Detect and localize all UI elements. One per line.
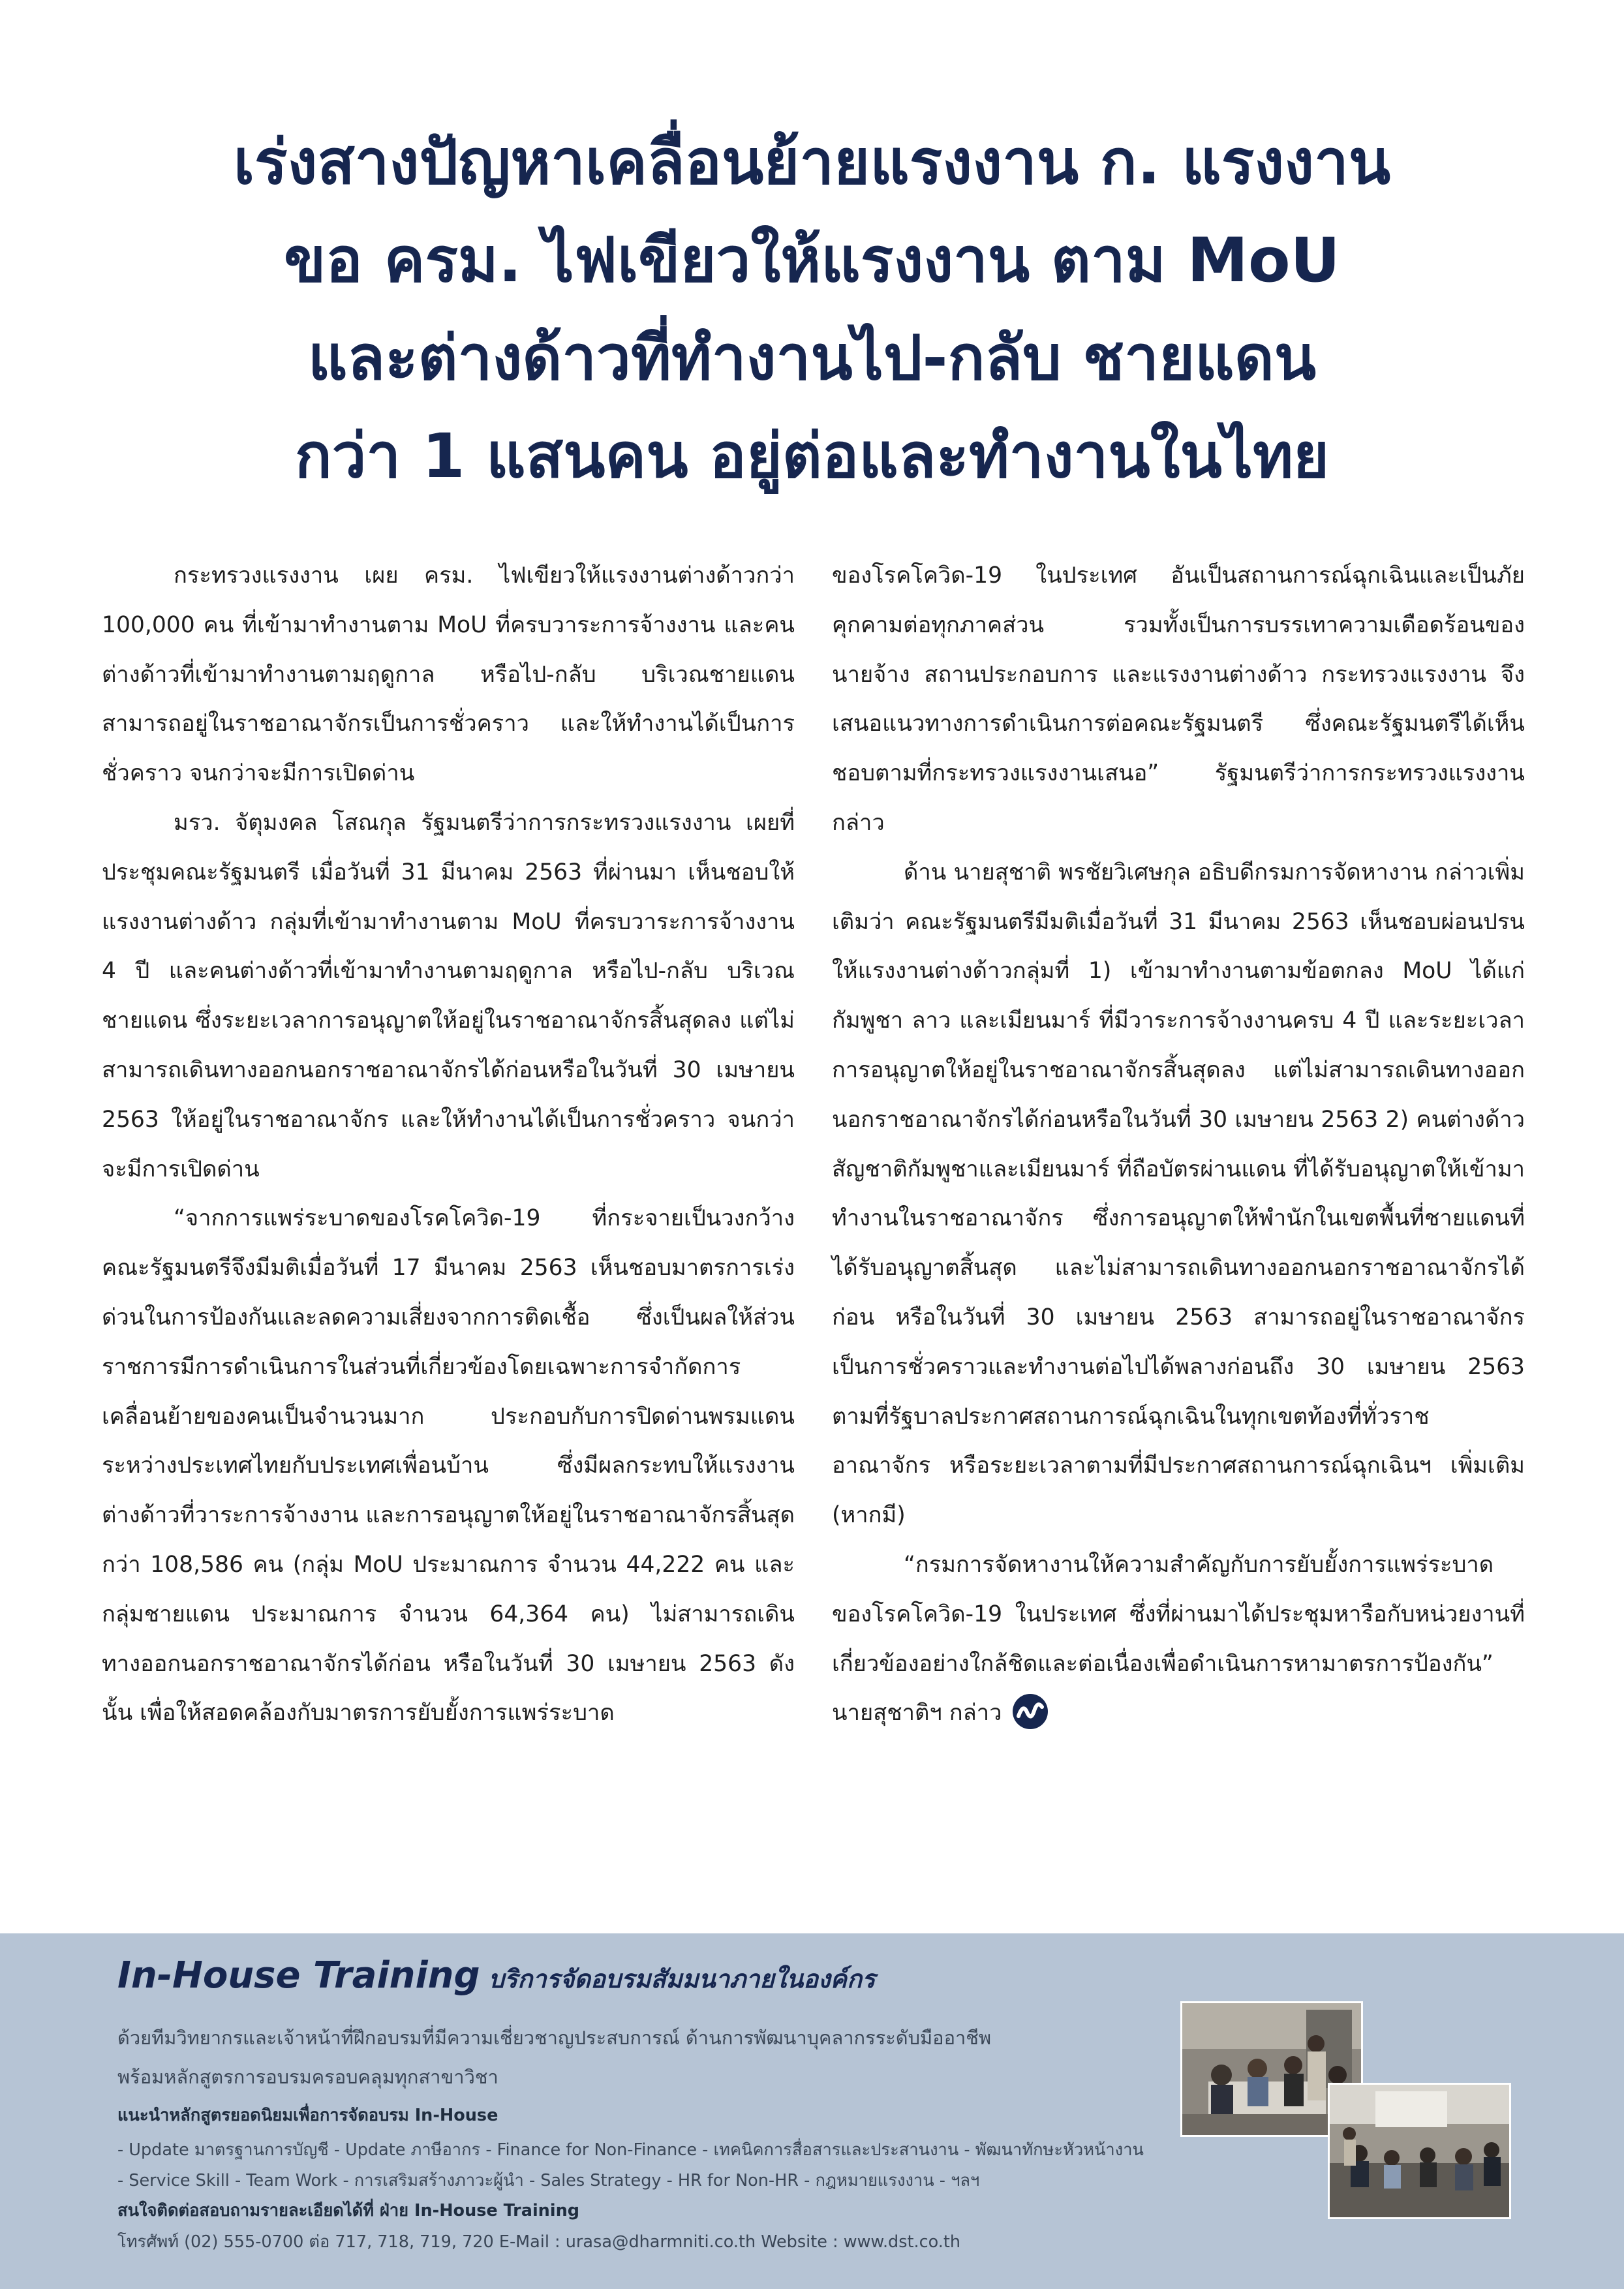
- article-paragraph: [832, 1541, 1525, 1738]
- promo-recommend-heading: แนะนำหลักสูตรยอดนิยมเพื่อการจัดอบรม In-House: [117, 2106, 498, 2125]
- promo-brand-subtitle: บริการจัดอบรมสัมมนาภายในองค์กร: [488, 1965, 876, 1993]
- headline-line: กว่า 1 แสนคน อยู่ต่อและทำงานในไทย: [294, 421, 1330, 492]
- training-photo: [1328, 2083, 1511, 2219]
- article-paragraph: กระทรวงแรงงาน เผย ครม. ไฟเขียวให้แรงงานต่างด้าวกว่า 100,000 คน ที่เข้ามาทำงานตาม MoU ที่ครบวาระการจ้างงาน และคนต่างด้าวที่เข้ามาทำงานตามฤดูกาล หรือไป-กลับ บริเวณชายแดน สามารถอยู่ในราชอาณาจักรเป็นการชั่วคราว และให้ทำงานได้เป็นการชั่วคราว จนกว่าจะมีการเปิดด่าน: [102, 562, 795, 787]
- headline-line: เร่งสางปัญหาเคลื่อนย้ายแรงงาน ก. แรงงาน: [233, 127, 1391, 198]
- headline: [78, 114, 1546, 506]
- article-column-right: [832, 551, 1525, 1738]
- article-paragraph: “จากการแพร่ระบาดของโรคโควิด-19 ที่กระจายเป็นวงกว้าง คณะรัฐมนตรีจึงมีมติเมื่อวันที่ 17 มีนาคม 2563 เห็นชอบมาตรการเร่งด่วนในการป้องกันและลดความเสี่ยงจากการติดเชื้อ ซึ่งเป็นผลให้ส่วนราชการมีการดำเนินการในส่วนที่เกี่ยวข้องโดยเฉพาะการจำกัดการเคลื่อนย้ายของคนเป็นจำนวนมาก ประกอบกับการปิดด่านพรมแดนระหว่างประเทศไทยกับประเทศเพื่อนบ้าน ซึ่งมีผลกระทบให้แรงงานต่างด้าวที่วาระการจ้างงาน และการอนุญาตให้อยู่ในราชอาณาจักรสิ้นสุด กว่า 108,586 คน (กลุ่ม MoU ประมาณการ จำนวน 44,222 คน และกลุ่มชายแดน ประมาณการ จำนวน 64,364 คน) ไม่สามารถเดินทางออกนอกราชอาณาจักรได้ก่อน หรือในวันที่ 30 เมษายน 2563 ดังนั้น เพื่อให้สอดคล้องกับมาตรการยับยั้งการแพร่ระบาด: [102, 1205, 795, 1727]
- promo-course-list: - Update มาตรฐานการบัญชี - Update ภาษีอากร - Finance for Non-Finance - เทคนิคการสื่อสารและประสานงาน - พัฒนาทักษะหัวหน้างาน: [117, 2140, 1144, 2160]
- promo-description: พร้อมหลักสูตรการอบรมครอบคลุมทุกสาขาวิชา: [117, 2066, 498, 2088]
- article-column-left: [102, 551, 795, 1738]
- article-paragraph-continued: ของโรคโควิด-19 ในประเทศ อันเป็นสถานการณ์ฉุกเฉินและเป็นภัยคุกคามต่อทุกภาคส่วน รวมทั้งเป็นการบรรเทาความเดือดร้อนของนายจ้าง สถานประกอบการ และแรงงานต่างด้าว กระทรวงแรงงาน จึงเสนอแนวทางการดำเนินการต่อคณะรัฐมนตรี ซึ่งคณะรัฐมนตรีได้เห็นชอบตามที่กระทรวงแรงงานเสนอ” รัฐมนตรีว่าการกระทรวงแรงงาน กล่าว: [832, 562, 1525, 836]
- article-paragraph: ด้าน นายสุชาติ พรชัยวิเศษกุล อธิบดีกรมการจัดหางาน กล่าวเพิ่มเติมว่า คณะรัฐมนตรีมีมติเมื่อวันที่ 31 มีนาคม 2563 เห็นชอบผ่อนปรนให้แรงงานต่างด้าวกลุ่มที่ 1) เข้ามาทำงานตามข้อตกลง MoU ได้แก่ กัมพูชา ลาว และเมียนมาร์ ที่มีวาระการจ้างงานครบ 4 ปี และระยะเวลาการอนุญาตให้อยู่ในราชอาณาจักรสิ้นสุดลง แต่ไม่สามารถเดินทางออกนอกราชอาณาจักรได้ก่อนหรือในวันที่ 30 เมษายน 2563 2) คนต่างด้าวสัญชาติกัมพูชาและเมียนมาร์ ที่ถือบัตรผ่านแดน ที่ได้รับอนุญาตให้เข้ามาทำงานในราชอาณาจักร ซึ่งการอนุญาตให้พำนักในเขตพื้นที่ชายแดนที่ได้รับอนุญาตสิ้นสุด และไม่สามารถเดินทางออกนอกราชอาณาจักรได้ก่อน หรือในวันที่ 30 เมษายน 2563 สามารถอยู่ในราชอาณาจักรเป็นการชั่วคราวและทำงานต่อไปได้พลางก่อนถึง 30 เมษายน 2563 ตามที่รัฐบาลประกาศสถานการณ์ฉุกเฉินในทุกเขตท้องที่ทั่วราชอาณาจักร หรือระยะเวลาตามที่มีประกาศสถานการณ์ฉุกเฉินฯ เพิ่มเติม (หากมี): [832, 859, 1525, 1529]
- promo-description: ด้วยทีมวิทยากรและเจ้าหน้าที่ฝึกอบรมที่มีความเชี่ยวชาญประสบการณ์ ด้านการพัฒนาบุคลากรระดับมืออาชีพ: [117, 2027, 992, 2049]
- promo-brand: In-House Training: [117, 1954, 480, 1997]
- promo-course-list: - Service Skill - Team Work - การเสริมสร้างภาวะผู้นำ - Sales Strategy - HR for Non-HR - กฎหมายแรงงาน - ฯลฯ: [117, 2171, 980, 2190]
- article-paragraph: มรว. จัตุมงคล โสณกุล รัฐมนตรีว่าการกระทรวงแรงงาน เผยที่ประชุมคณะรัฐมนตรี เมื่อวันที่ 31 มีนาคม 2563 ที่ผ่านมา เห็นชอบให้แรงงานต่างด้าว กลุ่มที่เข้ามาทำงานตาม MoU ที่ครบวาระการจ้างงาน 4 ปี และคนต่างด้าวที่เข้ามาทำงานตามฤดูกาล หรือไป-กลับ บริเวณชายแดน ซึ่งระยะเวลาการอนุญาตให้อยู่ในราชอาณาจักรสิ้นสุดลง แต่ไม่สามารถเดินทางออกนอกราชอาณาจักรได้ก่อนหรือในวันที่ 30 เมษายน 2563 ให้อยู่ในราชอาณาจักร และให้ทำงานได้เป็นการชั่วคราว จนกว่าจะมีการเปิดด่าน: [102, 809, 795, 1182]
- promo-contact-heading: สนใจติดต่อสอบถามรายละเอียดได้ที่ ฝ่าย In-House Training: [117, 2201, 579, 2220]
- promo-title: [117, 1954, 875, 1999]
- headline-line: และต่างด้าวที่ทำงานไป-กลับ ชายแดน: [307, 323, 1317, 394]
- article-paragraph-text: “กรมการจัดหางานให้ความสำคัญกับการยับยั้งการแพร่ระบาดของโรคโควิด-19 ในประเทศ ซึ่งที่ผ่านมาได้ประชุมหารือกับหน่วยงานที่เกี่ยวข้องอย่างใกล้ชิดและต่อเนื่องเพื่อดำเนินการหามาตรการป้องกัน” นายสุชาติฯ กล่าว: [832, 1551, 1525, 1727]
- headline-line: ขอ ครม. ไฟเขียวให้แรงงาน ตาม MoU: [284, 225, 1340, 296]
- article-end-icon: [1013, 1694, 1048, 1729]
- promo-contact: โทรศัพท์ (02) 555-0700 ต่อ 717, 718, 719, 720 E-Mail : urasa@dharmniti.co.th Website : www.dst.co.th: [117, 2232, 961, 2252]
